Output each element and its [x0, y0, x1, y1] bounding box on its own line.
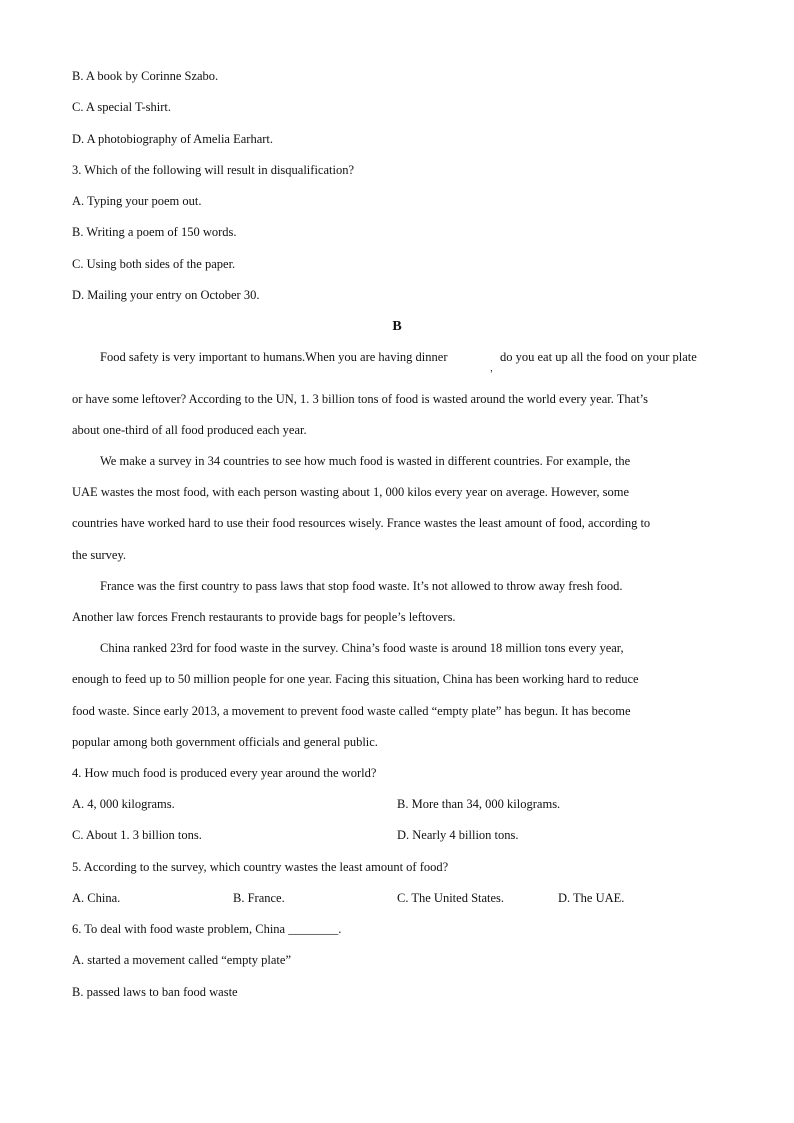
q6-option-a: A. started a movement called “empty plate” — [72, 953, 292, 967]
q4-option-a: A. 4, 000 kilograms. — [72, 797, 175, 811]
passage-p2-line2: UAE wastes the most food, with each person wasting about 1, 000 kilos every year on average. However, some — [72, 485, 629, 499]
q4-option-b: B. More than 34, 000 kilograms. — [397, 797, 561, 811]
section-heading: B — [392, 319, 402, 334]
q6-question: 6. To deal with food waste problem, China ________. — [72, 922, 342, 936]
passage-p4-line2: enough to feed up to 50 million people for one year. Facing this situation, China has been working hard to reduce — [72, 672, 639, 686]
q4-question: 4. How much food is produced every year around the world? — [72, 766, 377, 780]
passage-p1-line2: or have some leftover? According to the UN, 1. 3 billion tons of food is wasted around the world every year. That’s — [72, 392, 649, 406]
passage-p2-line4: the survey. — [72, 548, 127, 562]
q5-question: 5. According to the survey, which country wastes the least amount of food? — [72, 860, 449, 874]
q5-option-a: A. China. — [72, 891, 121, 905]
passage-p1-comma-mark: ， — [490, 363, 500, 373]
passage-p1-line1: Food safety is very important to humans.When you are having dinner — [100, 350, 448, 364]
q2-option-c: C. A special T-shirt. — [72, 100, 171, 114]
q3-question: 3. Which of the following will result in disqualification? — [72, 163, 355, 177]
q4-option-d: D. Nearly 4 billion tons. — [397, 828, 519, 842]
passage-p1-line3: about one-third of all food produced each year. — [72, 423, 307, 437]
q5-option-c: C. The United States. — [397, 891, 505, 905]
passage-p4-line1: China ranked 23rd for food waste in the survey. China’s food waste is around 18 million tons every year, — [100, 641, 624, 655]
passage-p3-line1: France was the first country to pass laws that stop food waste. It’s not allowed to throw away fresh food. — [100, 579, 623, 593]
q5-option-d: D. The UAE. — [558, 891, 625, 905]
q5-option-b: B. France. — [233, 891, 285, 905]
passage-p2-line3: countries have worked hard to use their food resources wisely. France wastes the least amount of food, according to — [72, 516, 651, 530]
q3-option-a: A. Typing your poem out. — [72, 194, 202, 208]
passage-p4-line4: popular among both government officials and general public. — [72, 735, 378, 749]
passage-p4-line3: food waste. Since early 2013, a movement to prevent food waste called “empty plate” has begun. It has become — [72, 704, 631, 718]
q3-option-d: D. Mailing your entry on October 30. — [72, 288, 260, 302]
q3-option-b: B. Writing a poem of 150 words. — [72, 225, 237, 239]
q2-option-d: D. A photobiography of Amelia Earhart. — [72, 132, 274, 146]
q2-option-b: B. A book by Corinne Szabo. — [72, 69, 219, 83]
passage-p1-line1-end: do you eat up all the food on your plate — [500, 350, 697, 364]
q3-option-c: C. Using both sides of the paper. — [72, 257, 236, 271]
q6-option-b: B. passed laws to ban food waste — [72, 985, 238, 999]
passage-p2-line1: We make a survey in 34 countries to see how much food is wasted in different countries. For example, the — [100, 454, 631, 468]
passage-p3-line2: Another law forces French restaurants to provide bags for people’s leftovers. — [72, 610, 456, 624]
q4-option-c: C. About 1. 3 billion tons. — [72, 828, 202, 842]
